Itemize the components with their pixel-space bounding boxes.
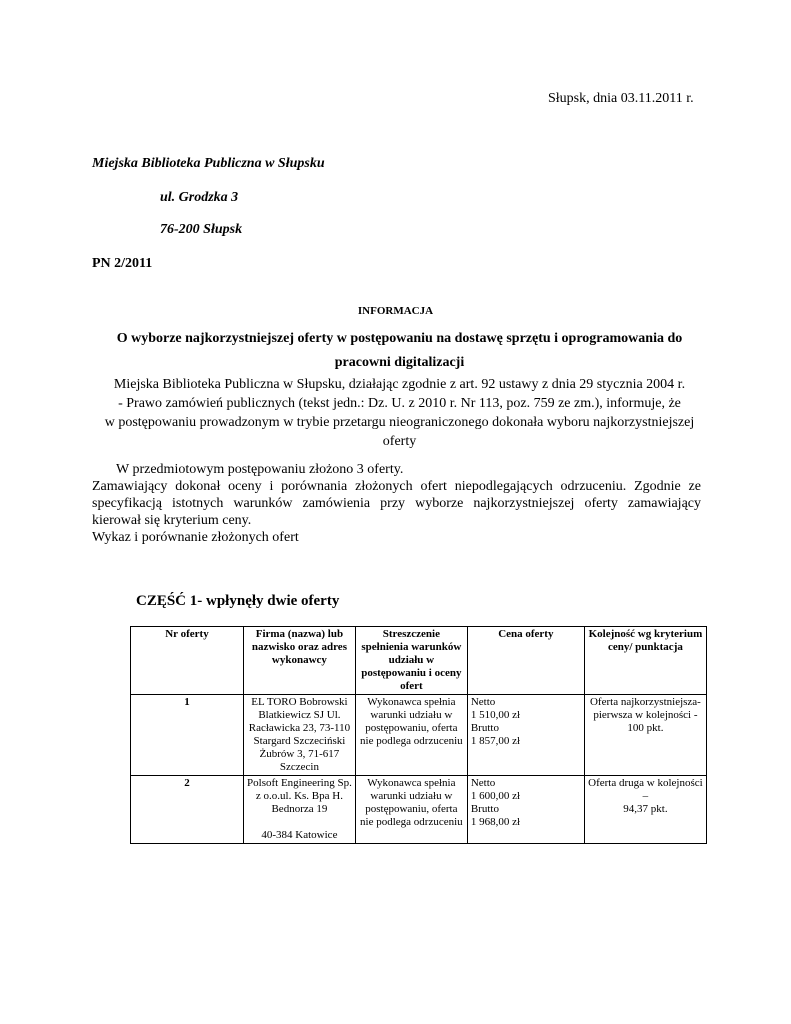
rank-text: Oferta najkorzystniejsza- pierwsza w kolejności - (589, 696, 701, 721)
section-title: CZĘŚĆ 1- wpłynęły dwie oferty (136, 593, 340, 609)
firm-city: 40-384 Katowice (261, 829, 338, 841)
offer-price (467, 776, 584, 844)
offers-table (130, 626, 707, 844)
reference-number: PN 2/2011 (92, 256, 153, 271)
intro-line-4: oferty (382, 434, 417, 449)
gross-label: Brutto (470, 803, 499, 815)
offer-number: 1 (131, 695, 244, 776)
column-header-summary: Streszczenie spełnienia warunków udziału w postępowaniu i oceny ofert (355, 627, 467, 695)
document-date: Słupsk, dnia 03.11.2011 r. (548, 91, 694, 106)
column-header-nr: Nr oferty (131, 627, 244, 695)
column-header-rank: Kolejność wg kryterium ceny/ punktacja (584, 627, 706, 695)
offer-firm: EL TORO Bobrowski Blatkiewicz SJ Ul. Racławicka 23, 73-110 Stargard Szczeciński Żubrów 3, 71-617 Szczecin (243, 695, 355, 776)
net-label: Netto (470, 696, 496, 708)
offer-number: 2 (131, 776, 244, 844)
offer-firm (243, 776, 355, 844)
table-row (131, 695, 707, 776)
intro-line-1: Miejska Biblioteka Publiczna w Słupsku, działając zgodnie z art. 92 ustawy z dnia 29 stycznia 2004 r. (113, 377, 686, 392)
offer-summary: Wykonawca spełnia warunki udziału w postępowaniu, oferta nie podlega odrzuceniu (355, 695, 467, 776)
table-row (131, 776, 707, 844)
evaluation-paragraph: Zamawiający dokonał oceny i porównania złożonych ofert niepodlegających odrzuceniu. Zgodnie ze specyfikacją istotnych warunków zamówienia przy wyborze najkorzystniejszej oferty zamawiający kierował się kryterium ceny. (92, 479, 701, 528)
intro-line-3: w postępowaniu prowadzonym w trybie przetargu nieograniczonego dokonała wyboru najkorzystniejszej (104, 415, 695, 430)
body-text (92, 461, 701, 546)
net-label: Netto (470, 777, 496, 789)
net-price: 1 600,00 zł (470, 790, 521, 802)
intro-line-2: - Prawo zamówień publicznych (tekst jedn.: Dz. U. z 2010 r. Nr 113, poz. 759 ze zm.), informuje, że (118, 396, 681, 411)
org-city: 76-200 Słupsk (160, 222, 243, 237)
comparison-intro: Wykaz i porównanie złożonych ofert (92, 530, 299, 545)
offer-summary: Wykonawca spełnia warunki udziału w postępowaniu, oferta nie podlega odrzuceniu (355, 776, 467, 844)
offers-count-paragraph: W przedmiotowym postępowaniu złożono 3 oferty. (116, 462, 404, 477)
org-street: ul. Grodzka 3 (160, 190, 239, 205)
notice-heading: INFORMACJA (357, 305, 434, 317)
intro-paragraph (92, 375, 707, 451)
offer-rank (584, 695, 706, 776)
offer-price (467, 695, 584, 776)
net-price: 1 510,00 zł (470, 709, 521, 721)
gross-price: 1 968,00 zł (470, 816, 521, 828)
subject-line-2: pracowni digitalizacji (334, 355, 465, 370)
gross-price: 1 857,00 zł (470, 735, 521, 747)
notice-subject (92, 327, 707, 375)
rank-text: Oferta druga w kolejności – (588, 777, 703, 802)
rank-points: 100 pkt. (627, 722, 664, 734)
firm-name-address: Polsoft Engineering Sp. z o.o.ul. Ks. Bpa H. Bednorza 19 (247, 777, 352, 815)
rank-points: 94,37 pkt. (623, 803, 668, 815)
org-name: Miejska Biblioteka Publiczna w Słupsku (92, 156, 325, 171)
subject-line-1: O wyborze najkorzystniejszej oferty w postępowaniu na dostawę sprzętu i oprogramowania do (116, 331, 683, 346)
column-header-price: Cena oferty (467, 627, 584, 695)
gross-label: Brutto (470, 722, 499, 734)
table-header-row (131, 627, 707, 695)
column-header-firm: Firma (nazwa) lub nazwisko oraz adres wykonawcy (243, 627, 355, 695)
offer-rank (584, 776, 706, 844)
